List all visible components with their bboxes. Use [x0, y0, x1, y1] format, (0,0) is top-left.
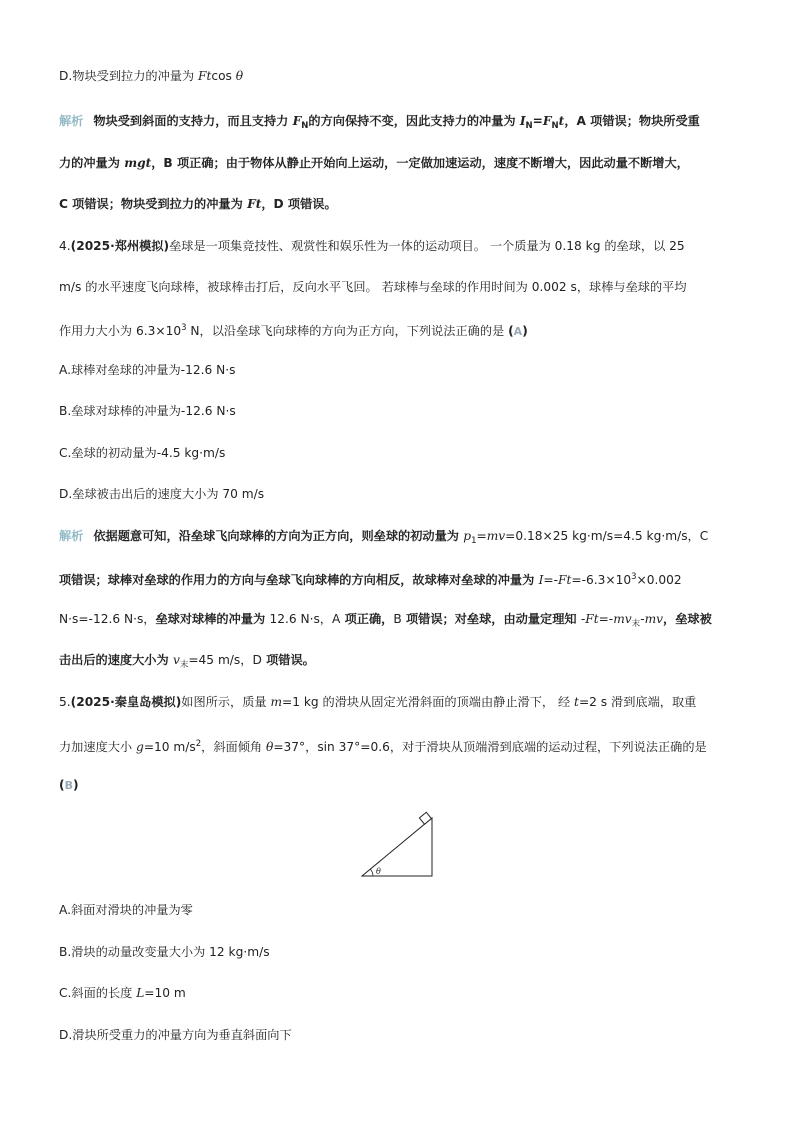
question-5-line-2: 力加速度大小 g=10 $m/s^2$，斜面倾角 θ=37°，sin 37°=0.6，对于滑块从顶端滑到底端的运动过程，下列说法正确的是 [59, 739, 707, 754]
question-5-line-1: 5.(2025·秦皇岛模拟)如图所示，质量 m=1 kg 的滑块从固定光滑斜面的顶端由静止滑下， 经 t=2 s 滑到底端，取重 [59, 695, 697, 709]
incline-triangle [362, 818, 432, 876]
analysis-4-tag: 解析 [59, 529, 84, 543]
question-5-answer: B [64, 779, 73, 792]
incline-figure [355, 810, 439, 880]
question-5-option-a: A.斜面对滑块的冲量为零 [59, 903, 193, 917]
analysis-line-2: 力的冲量为 mgt，B 项正确；由于物体从静止开始向上运动，一定做加速运动，速度不断增大，因此动量不断增大， [59, 156, 689, 170]
analysis-4-line-1: 解析 依据题意可知，沿垒球飞向球棒的方向为正方向，则垒球的初动量为 $p_1=mv=0.18\times 25$ kg·m/s=4.5 kg·m/s，C [59, 529, 709, 546]
analysis-4-line-3: N·s=-12.6 N·s，垒球对球棒的冲量为 12.6 N·s，A 项正确，B 项错误；对垒球，由动量定理知 $-Ft=-mv_末-mv$，垒球被 [59, 612, 712, 629]
option-d-previous: D.物块受到拉力的冲量为 Ftcos θ [59, 69, 244, 83]
question-5-option-d: D.滑块所受重力的冲量方向为垂直斜面向下 [59, 1028, 292, 1042]
question-4-line-2: m/s 的水平速度飞向球棒，被球棒击打后，反向水平飞回。 若球棒与垒球的作用时间为 0.002 s，球棒与垒球的平均 [59, 280, 687, 294]
question-5-option-b: B.滑块的动量改变量大小为 12 kg·m/s [59, 945, 270, 959]
angle-arc [371, 869, 374, 876]
question-4-option-a: A.球棒对垒球的冲量为-12.6 N·s [59, 363, 236, 377]
analysis-line-3: C 项错误；物块受到拉力的冲量为 Ft，D 项错误。 [59, 197, 337, 211]
question-4-answer: A [513, 325, 523, 338]
analysis-tag: 解析 [59, 114, 84, 128]
analysis-line-1: 解析 物块受到斜面的支持力，而且支持力 $F_N$的方向保持不变，因此支持力的冲量为 $I_N=F_Nt$，A 项错误；物块所受重 [59, 114, 700, 131]
analysis-4-line-4: 击出后的速度大小为 $v_末=45$ m/s，D 项错误。 [59, 653, 315, 670]
question-4-option-c: C.垒球的初动量为-4.5 kg·m/s [59, 446, 226, 460]
analysis-4-line-2: 项错误；球棒对垒球的作用力的方向与垒球飞向球棒的方向相反，故球棒对垒球的冲量为 $I=-Ft=-6.3\times 10^3\times 0.002$ [59, 572, 682, 587]
angle-label: θ [376, 867, 381, 876]
question-5-option-c: C.斜面的长度 L=10 m [59, 986, 186, 1000]
question-4-line-1: 4.(2025·郑州模拟)垒球是一项集竞技性、观赏性和娱乐性为一体的运动项目。 一个质量为 0.18 kg 的垒球，以 25 [59, 239, 685, 253]
question-4-line-3: 作用力大小为 $6.3\times 10^3$ N，以沿垒球飞向球棒的方向为正方向，下列说法正确的是 (A) [59, 323, 528, 338]
question-5-answer-line: (B) [59, 778, 79, 792]
question-4-option-d: D.垒球被击出后的速度大小为 70 m/s [59, 487, 265, 501]
slider-block [419, 812, 431, 824]
question-4-option-b: B.垒球对球棒的冲量为-12.6 N·s [59, 404, 236, 418]
